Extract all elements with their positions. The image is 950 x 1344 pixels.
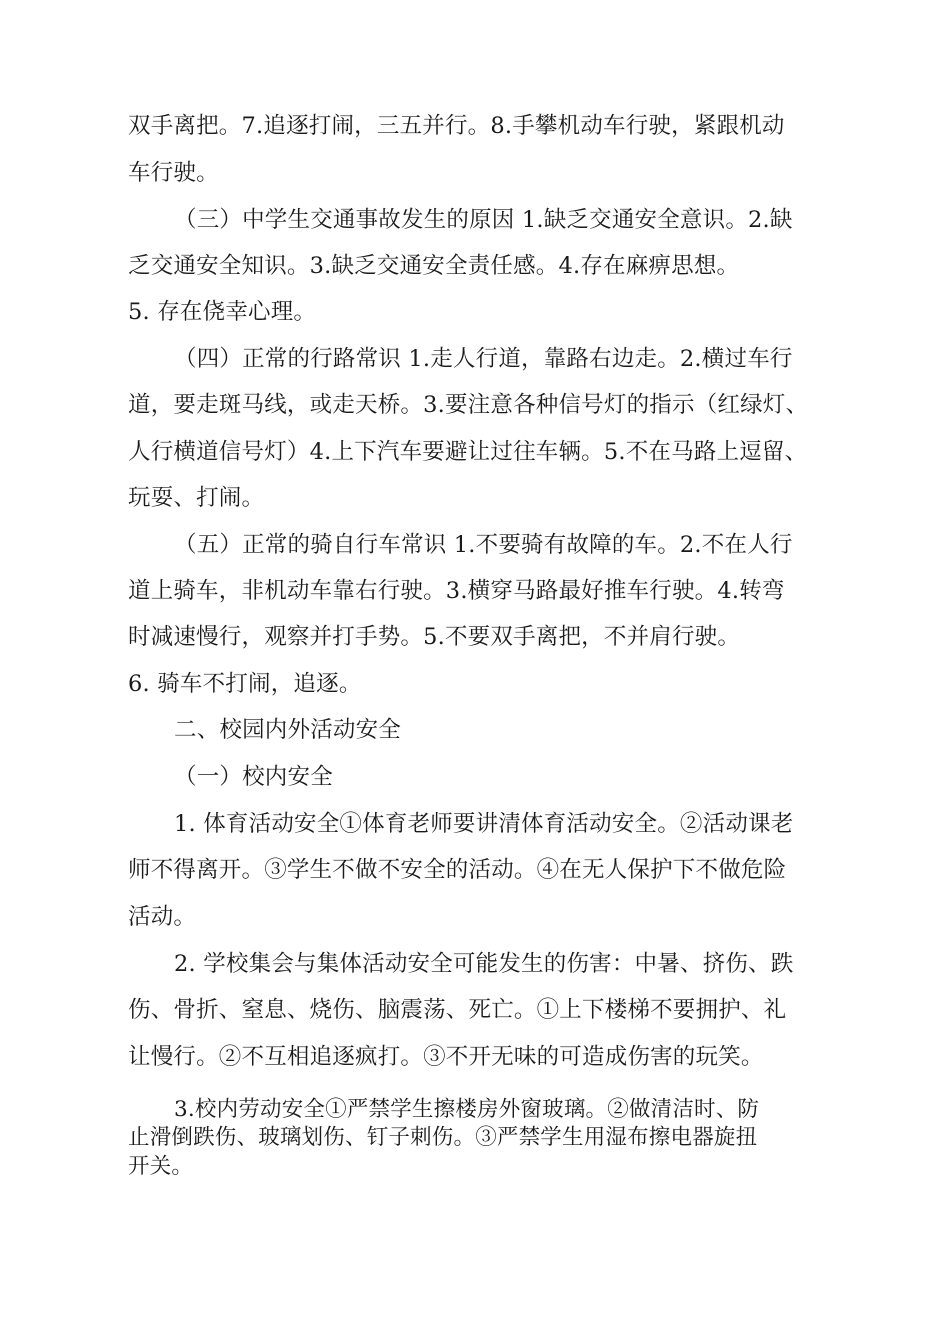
text-line: 开关。 bbox=[128, 1154, 194, 1179]
text-line: （三）中学生交通事故发生的原因 1.缺乏交通安全意识。2.缺 bbox=[174, 207, 793, 233]
section-heading: 二、校园内外活动安全 bbox=[174, 717, 402, 743]
text-line: 止滑倒跌伤、玻璃划伤、钉子刺伤。③严禁学生用湿布擦电器旋扭 bbox=[128, 1125, 758, 1150]
text-line: 道，要走斑马线，或走天桥。3.要注意各种信号灯的指示（红绿灯、 bbox=[128, 392, 809, 418]
text-line: 双手离把。7.追逐打闹，三五并行。8.手攀机动车行驶，紧跟机动 bbox=[128, 113, 785, 139]
text-line: 让慢行。②不互相追逐疯打。③不开无味的可造成伤害的玩笑。 bbox=[128, 1044, 764, 1070]
text-line: 1. 体育活动安全①体育老师要讲清体育活动安全。②活动课老 bbox=[174, 811, 794, 837]
text-line: 师不得离开。③学生不做不安全的活动。④在无人保护下不做危险 bbox=[128, 857, 787, 883]
text-line: 时减速慢行，观察并打手势。5.不要双手离把，不并肩行驶。 bbox=[128, 624, 741, 650]
text-line: 伤、骨折、窒息、烧伤、脑震荡、死亡。①上下楼梯不要拥护、礼 bbox=[128, 997, 787, 1023]
text-line: 乏交通安全知识。3.缺乏交通安全责任感。4.存在麻痹思想。 bbox=[128, 253, 740, 279]
text-line: （五）正常的骑自行车常识 1.不要骑有故障的车。2.不在人行 bbox=[174, 532, 793, 558]
text-line: 道上骑车，非机动车靠右行驶。3.横穿马路最好推车行驶。4.转弯 bbox=[128, 578, 785, 604]
text-line: 人行横道信号灯）4.上下汽车要避让过往车辆。5.不在马路上逗留、 bbox=[128, 439, 808, 465]
text-line: 玩耍、打闹。 bbox=[128, 485, 265, 511]
text-line: 活动。 bbox=[128, 904, 197, 930]
text-line: （四）正常的行路常识 1.走人行道，靠路右边走。2.横过车行 bbox=[174, 346, 793, 372]
text-line: 2. 学校集会与集体活动安全可能发生的伤害：中暑、挤伤、跌 bbox=[174, 951, 794, 977]
subsection-heading: （一）校内安全 bbox=[174, 764, 333, 790]
text-line: 车行驶。 bbox=[128, 160, 219, 186]
text-line: 3.校内劳动安全①严禁学生擦楼房外窗玻璃。②做清洁时、防 bbox=[174, 1097, 760, 1122]
text-line: 6. 骑车不打闹，追逐。 bbox=[128, 671, 362, 697]
text-line: 5. 存在侥幸心理。 bbox=[128, 299, 317, 325]
